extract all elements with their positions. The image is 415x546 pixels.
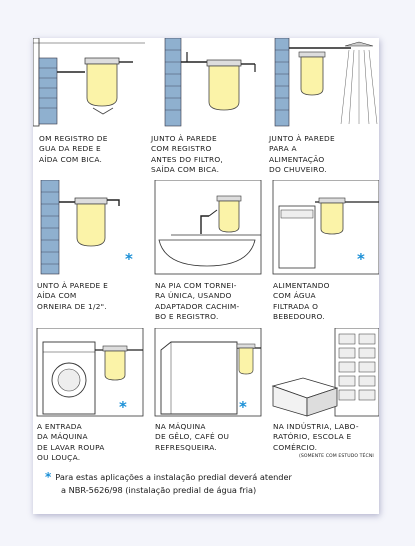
installation-illustration — [33, 38, 145, 128]
panel-industria — [269, 328, 379, 459]
panel-maquina-gelo — [151, 328, 263, 452]
asterisk-icon: * — [45, 470, 52, 484]
panel-caption: JUNTO À PAREDE PARA A ALIMENTAÇÃO DO CHUVEIRO. — [269, 134, 335, 175]
asterisk-icon: * — [239, 398, 247, 416]
installation-illustration — [151, 180, 263, 276]
panel-bebedouro — [269, 180, 379, 322]
manual-page — [33, 38, 379, 514]
technical-study-note: (SOMENTE COM ESTUDO TÉCNI — [299, 454, 374, 459]
asterisk-icon: * — [125, 250, 133, 268]
footnote-line-2: a NBR-5626/98 (instalação predial de água fria) — [61, 485, 257, 495]
panel-pia — [151, 180, 263, 322]
installation-illustration — [151, 38, 263, 128]
installation-illustration — [269, 328, 379, 418]
installation-illustration — [33, 328, 145, 418]
footnote-text-1: Para estas aplicações a instalação predial deverá atender — [55, 472, 292, 482]
panel-caption: NA PIA COM TORNEI- RA ÚNICA, USANDO ADAPTADOR CACHIM- BO E REGISTRO. — [155, 281, 240, 322]
footnote — [45, 470, 375, 496]
asterisk-icon: * — [357, 250, 365, 268]
panel-rede-bica — [33, 38, 145, 164]
panel-caption: ALIMENTANDO COM ÁGUA FILTRADA O BEBEDOURO. — [273, 281, 330, 322]
panel-torneira-meia — [33, 180, 145, 311]
footnote-line-1 — [45, 470, 375, 485]
panel-caption: NA INDÚSTRIA, LABO- RATÓRIO, ESCOLA E COMÉRCIO. — [273, 422, 359, 452]
asterisk-icon: * — [119, 398, 127, 416]
installation-illustration — [269, 38, 379, 128]
panel-registro-antes-filtro — [151, 38, 263, 175]
panel-caption: UNTO À PAREDE E AÍDA COM ORNEIRA DE 1/2". — [37, 281, 108, 311]
panel-caption: NA MÁQUINA DE GÊLO, CAFÉ OU REFRESQUEIRA. — [155, 422, 230, 452]
panel-caption: JUNTO À PAREDE COM REGISTRO ANTES DO FILTRO, SAÍDA COM BICA. — [151, 134, 224, 175]
panel-caption: OM REGISTRO DE GUA DA REDE E AÍDA COM BICA. — [39, 134, 108, 164]
panel-chuveiro — [269, 38, 379, 175]
panel-caption: A ENTRADA DA MÁQUINA DE LAVAR ROUPA OU LOUÇA. — [37, 422, 105, 463]
panel-maquina-lavar — [33, 328, 145, 463]
